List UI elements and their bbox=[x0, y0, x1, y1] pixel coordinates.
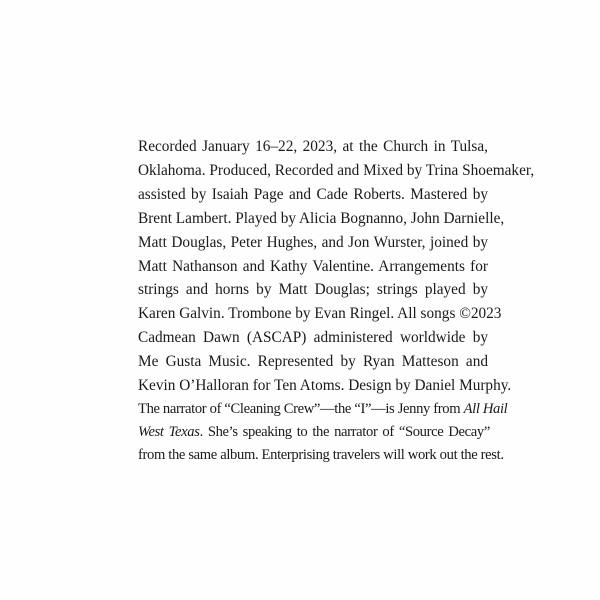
credits-paragraph bbox=[138, 135, 535, 398]
credits-line: Kevin O’Halloran for Ten Atoms. Design by Daniel Murphy. bbox=[138, 377, 512, 395]
credits-line: Oklahoma. Produced, Recorded and Mixed by Trina Shoemaker, bbox=[138, 161, 535, 179]
credits-line: Brent Lambert. Played by Alicia Bognanno, John Darnielle, bbox=[138, 209, 505, 227]
credits-line: Me Gusta Music. Represented by Ryan Matteson and bbox=[138, 353, 488, 371]
note-line-3: from the same album. Enterprising travelers will work out the rest. bbox=[138, 446, 504, 463]
note-line-1 bbox=[138, 398, 508, 421]
credits-line: Matt Nathanson and Kathy Valentine. Arrangements for bbox=[138, 257, 488, 275]
note-text: The narrator of “Cleaning Crew”—the “I”—is Jenny from bbox=[138, 401, 464, 417]
credits-line: Matt Douglas, Peter Hughes, and Jon Wurster, joined by bbox=[138, 233, 488, 251]
credits-line: assisted by Isaiah Page and Cade Roberts. Mastered by bbox=[138, 185, 488, 203]
note-line-2 bbox=[138, 421, 490, 444]
note-text: . She’s speaking to the narrator of “Source Decay” bbox=[199, 423, 491, 440]
credits-line: Recorded January 16–22, 2023, at the Church in Tulsa, bbox=[138, 138, 488, 155]
credits-line: Karen Galvin. Trombone by Evan Ringel. All songs ©2023 bbox=[138, 305, 502, 323]
narrator-note-paragraph bbox=[138, 398, 508, 466]
album-title-italic: All Hail bbox=[463, 401, 508, 417]
credits-line: Cadmean Dawn (ASCAP) administered worldwide by bbox=[138, 329, 488, 347]
album-title-italic: West Texas bbox=[138, 423, 200, 440]
credits-line: strings and horns by Matt Douglas; strings played by bbox=[138, 281, 488, 299]
